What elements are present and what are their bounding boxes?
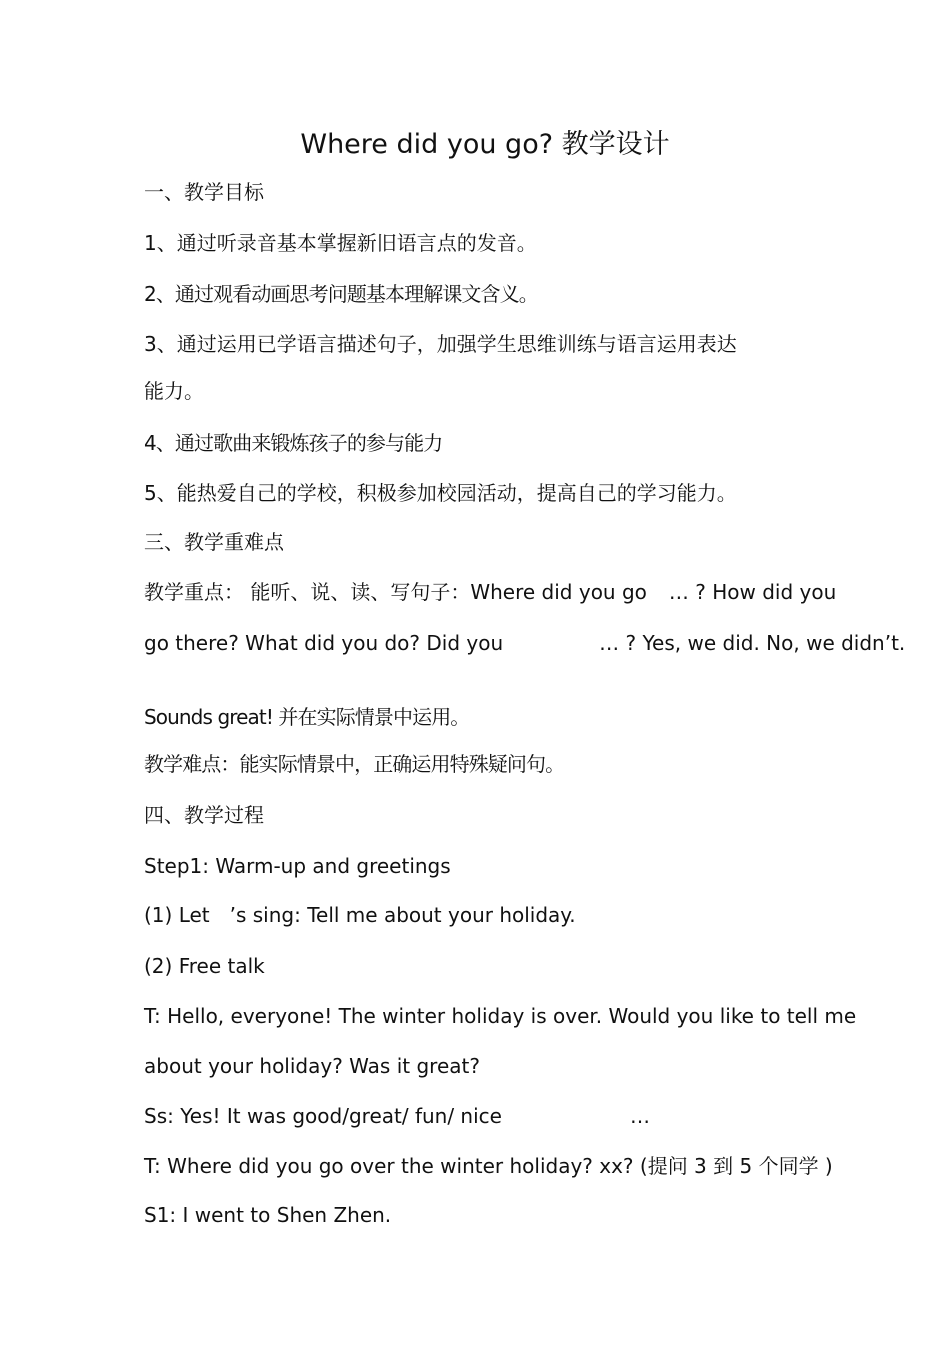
objective-3-line-2: 能力。 xyxy=(144,379,204,403)
objective-3-line-1: 3、通过运用已学语言描述句子，加强学生思维训练与语言运用表达 xyxy=(144,332,737,356)
key-point-line-1-end: … ? How did you xyxy=(668,580,837,604)
key-point-line-2 xyxy=(144,630,924,656)
document-title: Where did you go? 教学设计 xyxy=(300,129,670,160)
teacher-line-1: T: Hello, everyone! The winter holiday is over. Would you like to tell me xyxy=(144,1004,857,1028)
key-point-line-2-end: … ? Yes, we did. No, we didn’t. xyxy=(599,631,906,655)
step-1-item-2: (2) Free talk xyxy=(144,954,265,978)
teacher-line-3: T: Where did you go over the winter holiday? xx? (提问 3 到 5 个同学 ) xyxy=(144,1154,833,1178)
objective-1: 1、通过听录音基本掌握新旧语言点的发音。 xyxy=(144,231,537,255)
key-point-line-1 xyxy=(144,580,836,604)
step-1-item-1-end: ’s sing: Tell me about your holiday. xyxy=(229,903,576,927)
students-line-ellipsis: … xyxy=(629,1104,650,1128)
difficulty-point: 教学难点：能实际情景中，正确运用特殊疑问句。 xyxy=(144,752,565,776)
key-point-line-3: Sounds great! 并在实际情景中运用。 xyxy=(144,705,470,729)
students-line-start: Ss: Yes! It was good/great/ fun/ nice xyxy=(144,1104,502,1128)
key-point-line-2-start: go there? What did you do? Did you xyxy=(144,631,504,655)
objective-4: 4、通过歌曲来锻炼孩子的参与能力 xyxy=(144,431,443,455)
objective-5: 5、能热爱自己的学校，积极参加校园活动，提高自己的学习能力。 xyxy=(144,481,737,505)
step-1-item-1-start: (1) Let xyxy=(144,903,210,927)
step-1-heading: Step1: Warm-up and greetings xyxy=(144,854,451,878)
students-line xyxy=(144,1104,650,1128)
section-heading-objectives: 一、教学目标 xyxy=(144,180,264,204)
objective-2: 2、通过观看动画思考问题基本理解课文含义。 xyxy=(144,282,538,306)
student-1-line: S1: I went to Shen Zhen. xyxy=(144,1203,392,1227)
step-1-item-1 xyxy=(144,903,576,927)
section-heading-key-points: 三、教学重难点 xyxy=(144,530,284,554)
section-heading-process: 四、教学过程 xyxy=(144,803,264,827)
key-point-line-1-start: 教学重点： 能听、说、读、写句子：Where did you go xyxy=(144,580,647,604)
teacher-line-2: about your holiday? Was it great? xyxy=(144,1054,480,1078)
